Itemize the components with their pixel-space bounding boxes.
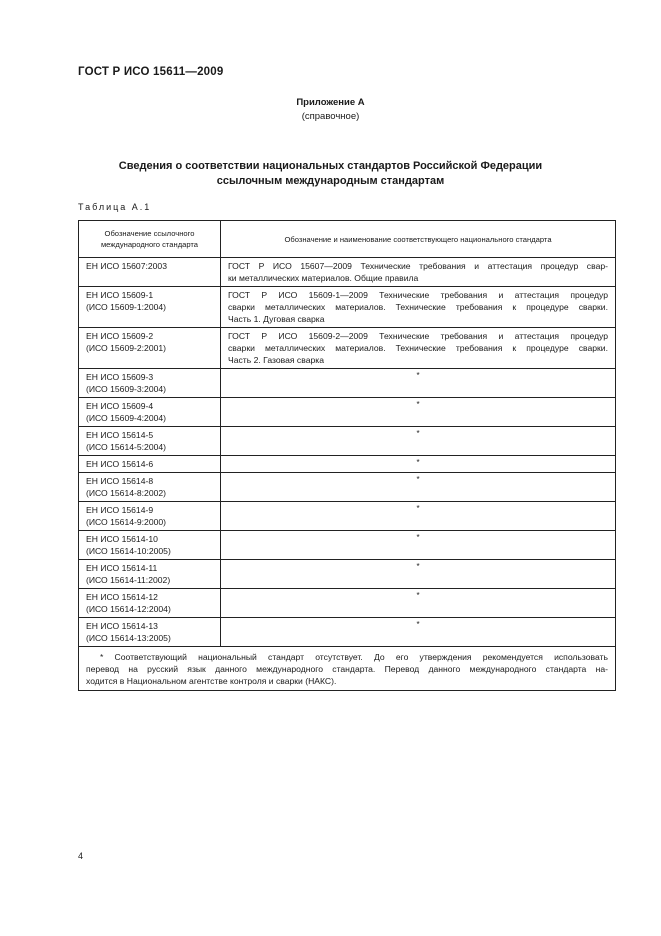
column-header-national: Обозначение и наименование соответствующего национального стандарта xyxy=(221,221,616,258)
national-standard-cell xyxy=(221,502,616,531)
section-heading-line-2: ссылочным международным стандартам xyxy=(216,175,445,187)
reference-standard-cell xyxy=(79,258,221,287)
reference-standard-line: ЕН ИСО 15614-6 xyxy=(86,459,154,469)
national-standard-cell xyxy=(221,398,616,427)
reference-standard-cell xyxy=(79,427,221,456)
reference-standard-cell xyxy=(79,398,221,427)
reference-standard-line: ЕН ИСО 15614-11 xyxy=(86,563,158,573)
national-standard-line: ГОСТ Р ИСО 15609-2—2009 Технические требования и аттестация процедур xyxy=(228,331,608,341)
reference-standard-line: ЕН ИСО 15614-10 xyxy=(86,534,158,544)
footnote-marker: * xyxy=(416,620,420,629)
reference-standard-cell xyxy=(79,369,221,398)
national-standard-line: сварки металлических материалов. Технические требования к процедуре сварки. xyxy=(228,302,608,312)
national-standard-cell xyxy=(221,531,616,560)
table-row xyxy=(79,369,616,398)
reference-standard-line: ЕН ИСО 15609-3 xyxy=(86,372,154,382)
reference-standard-cell xyxy=(79,589,221,618)
reference-standard-cell xyxy=(79,618,221,647)
national-standard-line: ГОСТ Р ИСО 15609-1—2009 Технические требования и аттестация процедур xyxy=(228,290,608,300)
footnote-marker: * xyxy=(416,504,420,513)
national-standard-line: ГОСТ Р ИСО 15607—2009 Технические требования и аттестация процедур свар- xyxy=(228,261,608,271)
reference-standard-line: (ИСО 15614-5:2004) xyxy=(86,442,167,452)
reference-standard-line: ЕН ИСО 15614-13 xyxy=(86,621,158,631)
national-standard-line: ки металлических материалов. Общие правила xyxy=(228,273,419,283)
reference-standard-line: ЕН ИСО 15614-9 xyxy=(86,505,154,515)
reference-standard-line: ЕН ИСО 15607:2003 xyxy=(86,261,167,271)
national-standard-cell xyxy=(221,560,616,589)
national-standard-cell xyxy=(221,427,616,456)
reference-standard-line: ЕН ИСО 15614-8 xyxy=(86,476,154,486)
table-row xyxy=(79,589,616,618)
national-standard-cell xyxy=(221,618,616,647)
reference-standard-line: (ИСО 15614-12:2004) xyxy=(86,604,171,614)
table-body xyxy=(79,258,616,647)
document-id: ГОСТ Р ИСО 15611—2009 xyxy=(78,66,224,78)
table-row xyxy=(79,287,616,328)
national-standard-cell xyxy=(221,589,616,618)
footnote-marker: * xyxy=(416,371,420,380)
table-row xyxy=(79,560,616,589)
table-row xyxy=(79,427,616,456)
national-standard-cell xyxy=(221,369,616,398)
footnote-line: перевод на русский язык данного международного стандарта. Перевод данного международного стандарта на- xyxy=(86,664,608,674)
table-row xyxy=(79,456,616,473)
reference-standard-cell xyxy=(79,473,221,502)
footnote-marker: * xyxy=(416,562,420,571)
reference-standard-line: ЕН ИСО 15614-12 xyxy=(86,592,158,602)
table-footnote xyxy=(79,647,616,691)
reference-standard-line: (ИСО 15609-2:2001) xyxy=(86,343,167,353)
national-standard-cell xyxy=(221,287,616,328)
reference-standard-cell xyxy=(79,560,221,589)
table-header-row xyxy=(79,221,616,258)
national-standard-line: сварки металлических материалов. Технические требования к процедуре сварки. xyxy=(228,343,608,353)
reference-standard-cell xyxy=(79,531,221,560)
table-row xyxy=(79,531,616,560)
reference-standard-line: (ИСО 15609-3:2004) xyxy=(86,384,167,394)
national-standard-line: Часть 1. Дуговая сварка xyxy=(228,314,325,324)
table-row xyxy=(79,258,616,287)
national-standard-cell xyxy=(221,258,616,287)
column-header-reference: Обозначение ссылочного международного стандарта xyxy=(79,221,221,258)
footnote-marker: * xyxy=(416,475,420,484)
footnote-line: ходится в Национальном агентстве контроля и сварки (НАКС). xyxy=(86,676,337,686)
footnote-line: * Соответствующий национальный стандарт отсутствует. До его утверждения рекомендуется использовать xyxy=(100,652,608,662)
standards-table xyxy=(78,220,616,691)
table-row xyxy=(79,398,616,427)
footnote-row xyxy=(79,647,616,691)
national-standard-cell xyxy=(221,456,616,473)
table-row xyxy=(79,328,616,369)
footnote-marker: * xyxy=(416,591,420,600)
page-number: 4 xyxy=(78,851,84,861)
table-row xyxy=(79,502,616,531)
footnote-marker: * xyxy=(416,400,420,409)
table-row xyxy=(79,473,616,502)
section-heading xyxy=(0,159,661,189)
table-row xyxy=(79,618,616,647)
reference-standard-cell xyxy=(79,287,221,328)
reference-standard-line: (ИСО 15614-13:2005) xyxy=(86,633,171,643)
reference-standard-cell xyxy=(79,456,221,473)
section-heading-line-1: Сведения о соответствии национальных стандартов Российской Федерации xyxy=(118,160,543,172)
reference-standard-line: (ИСО 15614-9:2000) xyxy=(86,517,167,527)
reference-standard-line: ЕН ИСО 15614-5 xyxy=(86,430,154,440)
reference-standard-line: (ИСО 15609-4:2004) xyxy=(86,413,167,423)
annex-heading xyxy=(0,96,661,124)
reference-standard-line: (ИСО 15609-1:2004) xyxy=(86,302,167,312)
reference-standard-cell xyxy=(79,328,221,369)
footnote-marker: * xyxy=(416,429,420,438)
reference-standard-line: (ИСО 15614-11:2002) xyxy=(86,575,171,585)
reference-standard-line: ЕН ИСО 15609-1 xyxy=(86,290,154,300)
reference-standard-line: ЕН ИСО 15609-4 xyxy=(86,401,154,411)
footnote-marker: * xyxy=(416,533,420,542)
reference-standard-line: ЕН ИСО 15609-2 xyxy=(86,331,154,341)
reference-standard-cell xyxy=(79,502,221,531)
annex-subtitle: (справочное) xyxy=(301,111,360,122)
reference-standard-line: (ИСО 15614-10:2005) xyxy=(86,546,171,556)
national-standard-cell xyxy=(221,473,616,502)
table-label: Таблица А.1 xyxy=(78,202,152,212)
annex-title: Приложение А xyxy=(296,97,365,108)
national-standard-cell xyxy=(221,328,616,369)
reference-standard-line: (ИСО 15614-8:2002) xyxy=(86,488,167,498)
footnote-marker: * xyxy=(416,458,420,467)
national-standard-line: Часть 2. Газовая сварка xyxy=(228,355,324,365)
